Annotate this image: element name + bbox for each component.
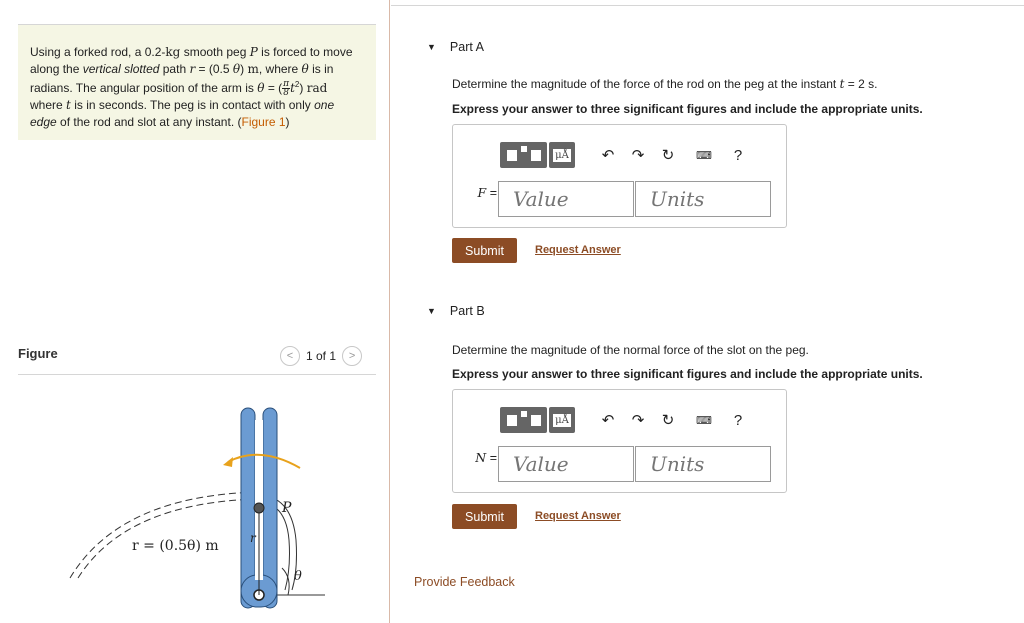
- provide-feedback-link[interactable]: Provide Feedback: [414, 575, 515, 589]
- unit-kg: kg: [165, 45, 181, 59]
- part-b-question: Determine the magnitude of the normal force of the slot on the peg.: [452, 343, 809, 357]
- caret-down-icon[interactable]: ▼: [427, 306, 436, 316]
- n-label: [453, 450, 497, 465]
- figure-navigation: [280, 346, 362, 366]
- help-icon[interactable]: ?: [733, 146, 743, 164]
- chevron-left-icon[interactable]: <: [280, 346, 300, 366]
- peg-label: P: [282, 500, 292, 516]
- var-n: N: [475, 450, 487, 465]
- request-answer-link[interactable]: Request Answer: [535, 510, 621, 522]
- problem-text: = (0.5: [195, 61, 233, 76]
- f-label: [453, 185, 497, 200]
- problem-text: ): [285, 114, 290, 129]
- problem-text: is in radians. The angular position of the arm is: [30, 61, 334, 95]
- units-symbol-icon[interactable]: [549, 142, 575, 168]
- value-input[interactable]: [498, 181, 634, 217]
- question-text: = 2 s.: [844, 77, 878, 91]
- frac-den: 8: [283, 88, 289, 99]
- problem-text: where: [30, 98, 67, 113]
- submit-button[interactable]: Submit: [452, 238, 517, 263]
- emphasis-text: vertical slotted: [82, 61, 160, 76]
- math-toolbar: [500, 142, 753, 168]
- part-a-title: Part A: [449, 40, 484, 54]
- units-symbol-icon[interactable]: [549, 407, 575, 433]
- keyboard-icon[interactable]: ⌨: [696, 414, 712, 427]
- part-b-instructions: Express your answer to three significant figures and include the appropriate units.: [452, 367, 923, 381]
- part-a-instructions: Express your answer to three significant figures and include the appropriate units.: [452, 102, 923, 116]
- frac-num: π: [283, 79, 290, 90]
- slot-arc-outer: [70, 492, 260, 578]
- question-text: Determine the magnitude of the force of the rod on the peg at the instant: [452, 77, 840, 91]
- value-input[interactable]: [498, 446, 634, 482]
- mu-label: μÅ: [555, 414, 569, 426]
- unit-rad: rad: [306, 81, 328, 95]
- figure-counter: 1 of 1: [306, 349, 337, 363]
- part-a-header[interactable]: [427, 40, 484, 54]
- undo-icon[interactable]: ↶: [601, 412, 615, 429]
- peg: [254, 503, 264, 513]
- theta-label: θ: [294, 569, 302, 584]
- var-t: t: [66, 98, 71, 113]
- r-label: r: [250, 531, 256, 545]
- problem-text: smooth peg: [180, 45, 250, 59]
- part-a-question: [452, 77, 877, 91]
- problem-text: = (: [264, 81, 283, 95]
- var-r: r: [189, 61, 196, 76]
- figure-link[interactable]: Figure 1: [241, 114, 286, 129]
- part-b-answer-box: [452, 389, 787, 493]
- caret-down-icon[interactable]: ▼: [427, 42, 436, 52]
- problem-text: ): [240, 61, 248, 76]
- figure-label: Figure: [18, 346, 58, 361]
- help-icon[interactable]: ?: [733, 411, 743, 429]
- top-divider-right: [391, 5, 1024, 6]
- rotation-arrowhead: [223, 457, 233, 467]
- var-t: t: [290, 81, 295, 95]
- forked-rod-figure: [60, 400, 330, 615]
- part-b-header[interactable]: [427, 304, 485, 318]
- redo-icon[interactable]: ↷: [631, 147, 645, 164]
- problem-text: path: [159, 61, 190, 76]
- problem-text: is forced to move along the: [30, 45, 353, 76]
- part-b-title: Part B: [449, 304, 485, 318]
- equals-sign: =: [486, 451, 497, 465]
- emphasis-text: edge: [30, 114, 57, 129]
- unit-m: m: [247, 61, 259, 76]
- undo-icon[interactable]: ↶: [601, 147, 615, 164]
- radius-label: r = (0.5θ) m: [132, 538, 219, 554]
- var-f: F: [477, 185, 487, 200]
- problem-text: Using a forked rod, a 0.2-: [30, 45, 166, 59]
- exponent: 2: [294, 80, 300, 89]
- var-theta: θ: [257, 81, 265, 95]
- keyboard-icon[interactable]: ⌨: [696, 149, 712, 162]
- problem-text: is in seconds. The peg is in contact with only: [70, 98, 315, 113]
- problem-text: of the rod and slot at any instant. (: [56, 114, 242, 129]
- emphasis-text: one: [314, 98, 335, 113]
- redo-icon[interactable]: ↷: [631, 412, 645, 429]
- units-input[interactable]: [635, 446, 771, 482]
- templates-icon[interactable]: [500, 142, 547, 168]
- chevron-right-icon[interactable]: >: [342, 346, 362, 366]
- equals-sign: =: [486, 186, 497, 200]
- figure-divider: [18, 374, 376, 375]
- var-t: t: [839, 77, 845, 91]
- templates-icon[interactable]: [500, 407, 547, 433]
- math-toolbar: [500, 407, 753, 433]
- submit-button[interactable]: Submit: [452, 504, 517, 529]
- fraction-pi-over-8: [282, 80, 290, 97]
- request-answer-link[interactable]: Request Answer: [535, 244, 621, 256]
- mu-label: μÅ: [555, 149, 569, 161]
- problem-statement: [18, 25, 376, 140]
- var-theta: θ: [301, 61, 309, 76]
- reset-icon[interactable]: ↻: [661, 147, 675, 164]
- var-theta: θ: [232, 61, 241, 76]
- problem-text: , where: [258, 61, 302, 76]
- problem-text: ): [299, 81, 307, 95]
- units-input[interactable]: [635, 181, 771, 217]
- reset-icon[interactable]: ↻: [661, 412, 675, 429]
- var-p: P: [249, 45, 258, 59]
- part-a-answer-box: [452, 124, 787, 228]
